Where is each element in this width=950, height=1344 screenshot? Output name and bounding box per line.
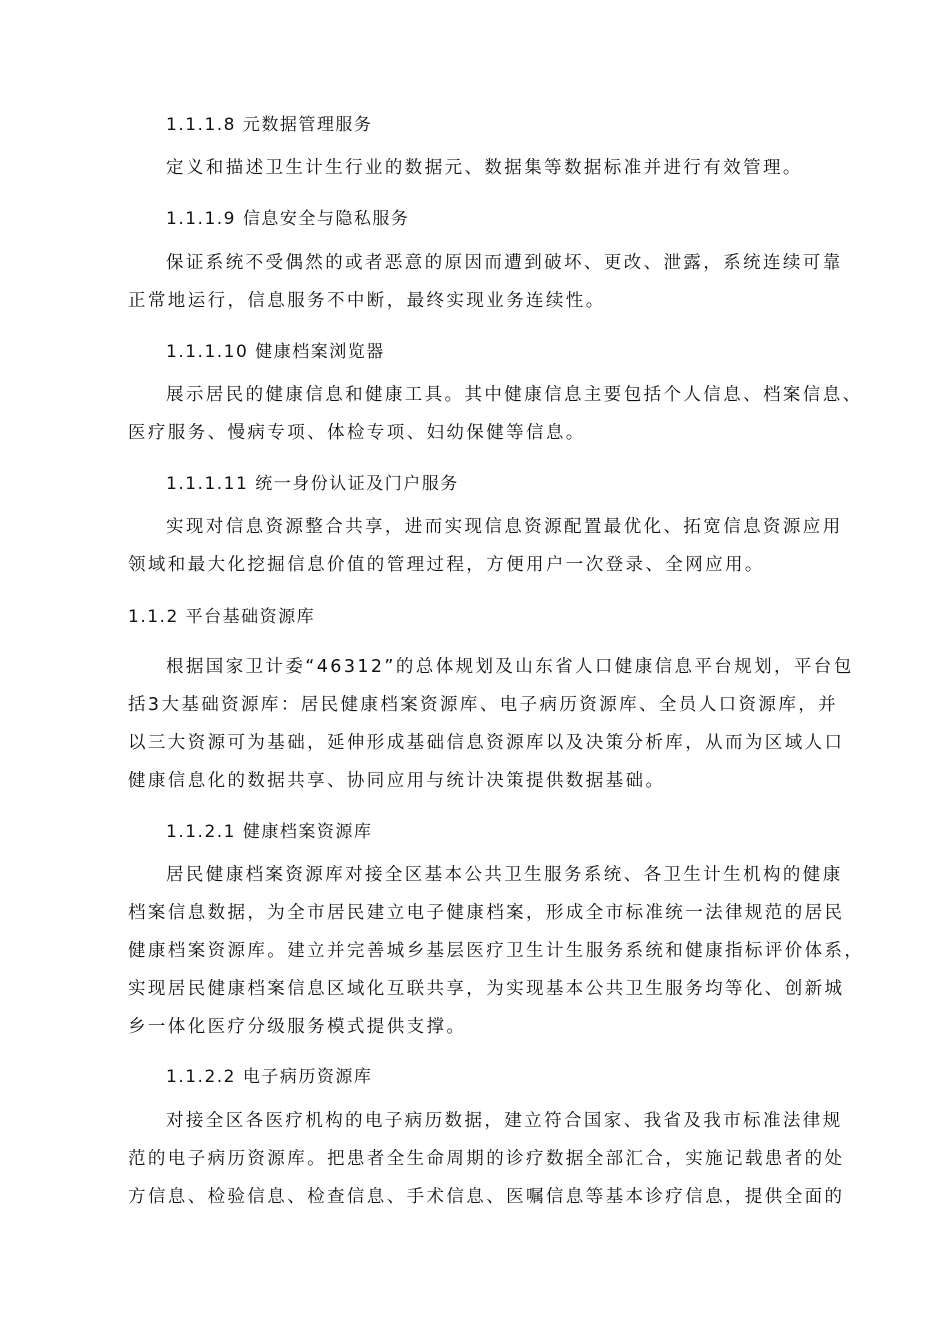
paragraph-line: 正常地运行，信息服务不中断，最终实现业务连续性。 [128,291,606,311]
heading-1-1-1-8: 1.1.1.8 元数据管理服务 [166,115,373,135]
paragraph-line: 展示居民的健康信息和健康工具。其中健康信息主要包括个人信息、档案信息、 [166,385,863,405]
paragraph-line: 括3大基础资源库：居民健康档案资源库、电子病历资源库、全员人口资源库，并 [128,695,839,715]
heading-1-1-2: 1.1.2 平台基础资源库 [128,607,316,627]
heading-1-1-1-9: 1.1.1.9 信息安全与隐私服务 [166,209,410,229]
paragraph-line: 实现对信息资源整合共享，进而实现信息资源配置最优化、拓宽信息资源应用 [166,517,843,537]
paragraph-line: 医疗服务、慢病专项、体检专项、妇幼保健等信息。 [128,423,586,443]
paragraph-line: 居民健康档案资源库对接全区基本公共卫生服务系统、各卫生计生机构的健康 [166,865,843,885]
paragraph-line: 乡一体化医疗分级服务模式提供支撑。 [128,1017,467,1037]
paragraph-line: 定义和描述卫生计生行业的数据元、数据集等数据标准并进行有效管理。 [166,158,803,178]
paragraph-line: 实现居民健康档案信息区域化互联共享，为实现基本公共卫生服务均等化、创新城 [128,979,845,999]
paragraph-line: 对接全区各医疗机构的电子病历数据，建立符合国家、我省及我市标准法律规 [166,1111,843,1131]
heading-1-1-1-10: 1.1.1.10 健康档案浏览器 [166,342,385,362]
paragraph-line: 根据国家卫计委“46312”的总体规划及山东省人口健康信息平台规划，平台包 [166,657,854,677]
paragraph-line: 领域和最大化挖掘信息价值的管理过程，方便用户一次登录、全网应用。 [128,555,765,575]
paragraph-line: 健康信息化的数据共享、协同应用与统计决策提供数据基础。 [128,771,666,791]
paragraph-line: 以三大资源可为基础，延伸形成基础信息资源库以及决策分析库，从而为区域人口 [128,733,845,753]
paragraph-line: 方信息、检验信息、检查信息、手术信息、医嘱信息等基本诊疗信息，提供全面的 [128,1187,845,1207]
paragraph-line: 保证系统不受偶然的或者恶意的原因而遭到破坏、更改、泄露，系统连续可靠 [166,253,843,273]
heading-1-1-2-1: 1.1.2.1 健康档案资源库 [166,822,373,842]
paragraph-line: 范的电子病历资源库。把患者全生命周期的诊疗数据全部汇合，实施记载患者的处 [128,1149,845,1169]
paragraph-line: 健康档案资源库。建立并完善城乡基层医疗卫生计生服务系统和健康指标评价体系， [128,941,865,961]
heading-1-1-2-2: 1.1.2.2 电子病历资源库 [166,1067,373,1087]
paragraph-line: 档案信息数据，为全市居民建立电子健康档案，形成全市标准统一法律规范的居民 [128,903,845,923]
heading-1-1-1-11: 1.1.1.11 统一身份认证及门户服务 [166,474,459,494]
